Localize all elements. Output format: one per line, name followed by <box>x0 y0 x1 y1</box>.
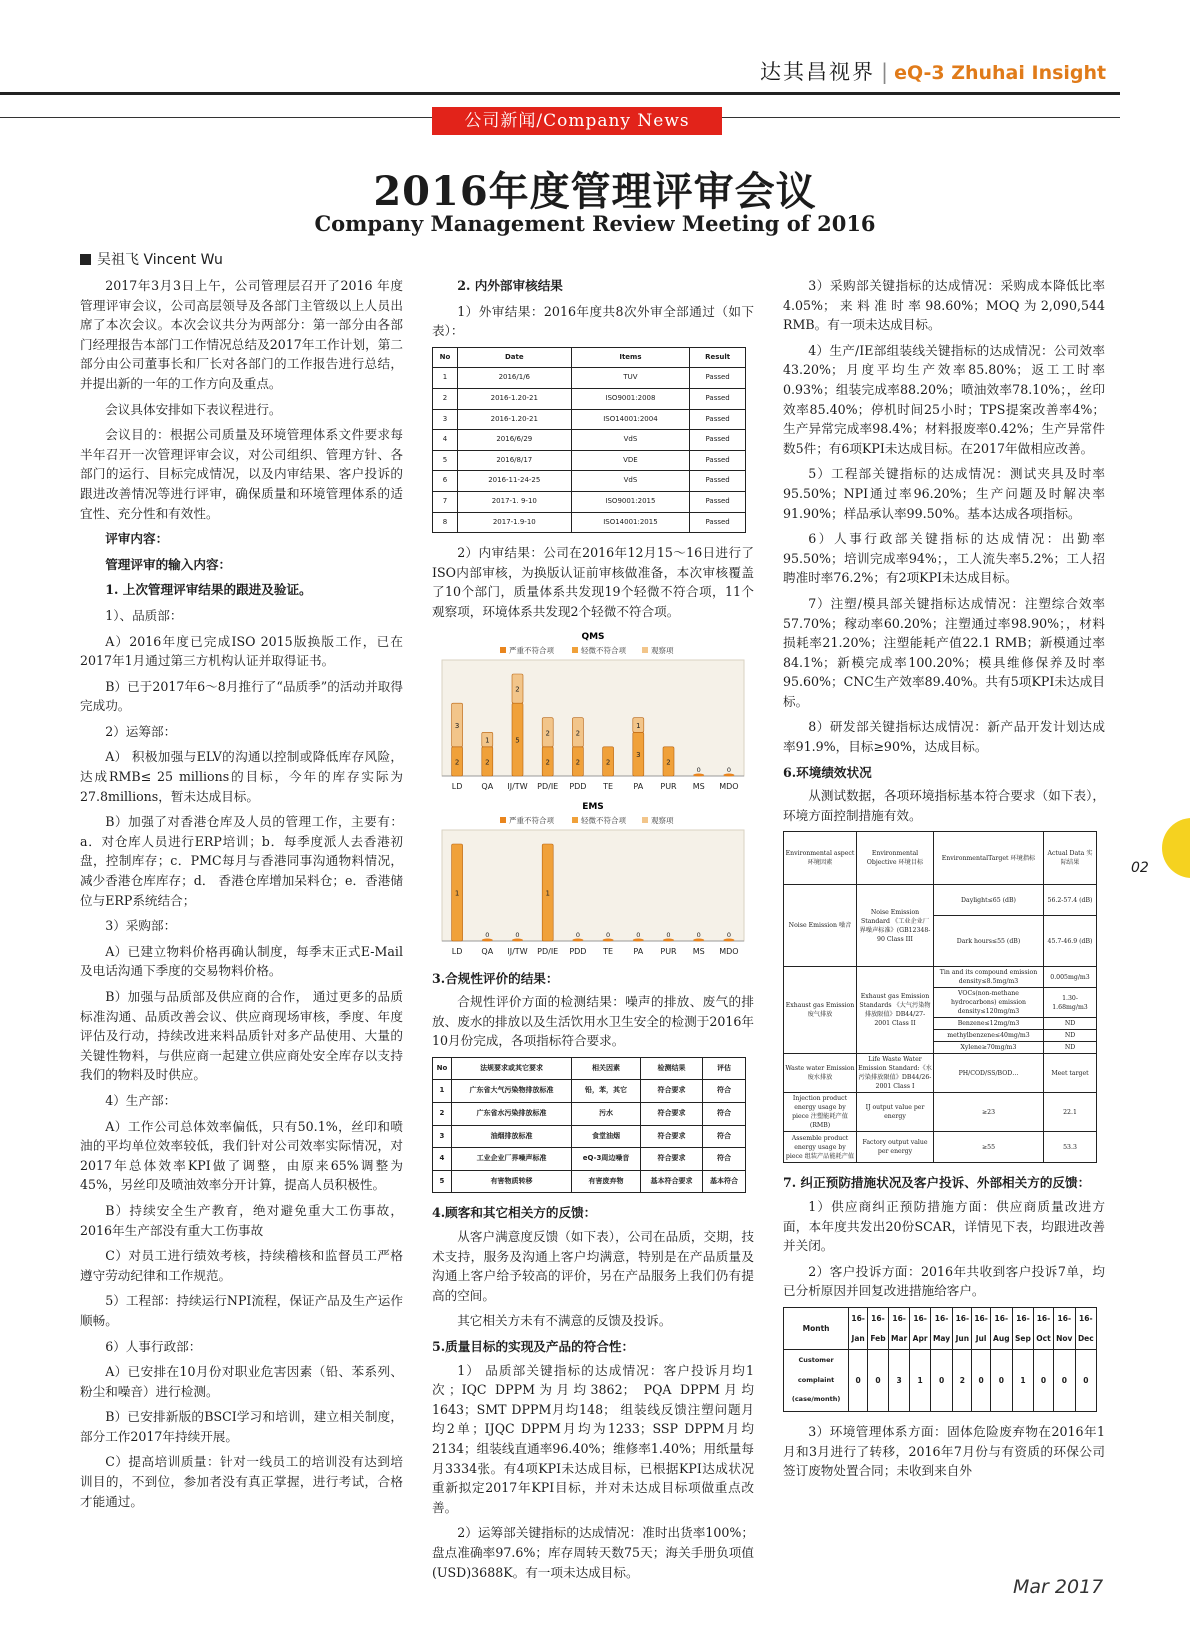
category-label: QA <box>481 781 494 791</box>
table-row <box>433 409 746 430</box>
data-label: 2 <box>545 728 550 737</box>
table-cell: 符合 <box>703 1125 746 1148</box>
heading: 4.顾客和其它相关方的反馈： <box>432 1205 597 1221</box>
legend-swatch <box>572 647 578 653</box>
paragraph: 合规性评价方面的检测结果：噪声的排放、废气的排放、废水的排放以及生活饮用水卫生安全的检测于2016年10月份完成，各项指标符合要求。 <box>432 994 754 1049</box>
ems-chart <box>432 798 754 963</box>
table-cell: 污水 <box>572 1103 641 1126</box>
paragraph: 1）、品质部： <box>105 607 183 623</box>
external-audit-table <box>432 347 746 533</box>
paragraph: A）工作公司总体效率偏低，只有50.1%，丝印和喷油的平均单位效率较低，我们针对公司效率实际情况，对2017年总体效率KPI做了调整，由原来65%调整为45%，另丝印及喷油效率分开计算，提高人员积极性。 <box>80 1118 403 1193</box>
issue-date: Mar 2017 <box>1013 1576 1104 1598</box>
table-row <box>433 388 746 409</box>
plot-area <box>442 830 744 941</box>
table-cell: VdS <box>571 471 690 492</box>
heading: 6.环境绩效状况 <box>783 764 872 780</box>
complaint-header: 16-Nov <box>1053 1308 1075 1350</box>
env-cell: Tin and its compound emission density≤8.5mg/m3 <box>934 967 1044 988</box>
column-2 <box>432 276 754 1588</box>
qms-chart <box>432 628 754 798</box>
complaint-header: 16-Apr <box>910 1308 930 1350</box>
env-cell: Exhaust gas Emission Standards 《大气污染物排放限值》DB44/27-2001 Class II <box>857 967 934 1054</box>
paragraph: 从测试数据，各项环境指标基本符合要求（如下表），环境方面控制措施有效。 <box>783 788 1105 823</box>
table-cell: 符合 <box>703 1080 746 1103</box>
env-cell: 1.30-1.68mg/m3 <box>1044 988 1097 1018</box>
category-label: PUR <box>660 946 677 956</box>
data-label: 1 <box>545 889 550 897</box>
paragraph: 4）生产/IE部组装线关键指标的达成情况：公司效率43.20%；月度平均生产效率85.80%；返工工时率0.93%；组装完成率88.20%；喷油效率78.10%；，丝印效率85.40%；停机时间25小时；TPS提案改善率4%；生产异常完成率98.4%；材料报废率0.42%；生产异常件数5件；有6项KPI未达成目标。在2017年做相应改善。 <box>783 342 1105 456</box>
legend-swatch <box>572 817 578 823</box>
heading: 评审内容： <box>105 531 169 547</box>
env-cell: PH/COD/SS/BOD… <box>934 1054 1044 1093</box>
env-cell: 22.1 <box>1044 1093 1097 1132</box>
paragraph: B）加强了对香港仓库及人员的管理工作，主要有：a．对仓库人员进行ERP培训；b．每季度派人去香港初盘，控制库存；c．PMC每月与香港同事沟通物料情况，减少香港仓库库存；d． 香港仓库增加呆料仓；e．香港储位与ERP系统结合； <box>80 814 403 908</box>
table-cell: 符合要求 <box>640 1080 702 1103</box>
paragraph: 6）人事行政部： <box>105 1338 202 1354</box>
table-cell: ISO9001:2015 <box>571 491 690 512</box>
table-cell: Passed <box>690 430 746 451</box>
paragraph: 1） 品质部关键指标的达成情况：客户投诉月均1次；IQC DPPM为月均3862； PQA DPPM月均1643；SMT DPPM月均148； 组装线反馈注塑问题月均2单；IJQC DPPM月均为1233；SSP DPPM月均2134；组装线直通率96.40%；维修率1.40%；用纸量每月3334张。有4项KPI未达成目标，已根据KPI达成状况重新拟定2017年KPI目标，并对未达成目标项做重点改善。 <box>432 1362 754 1515</box>
complaint-header: 16-Feb <box>868 1308 889 1350</box>
table-cell: 6 <box>433 471 458 492</box>
table-row <box>433 1103 746 1126</box>
complaint-value: 2 <box>953 1350 972 1412</box>
table-cell: ISO14001:2015 <box>571 512 690 533</box>
legend-label: 观察项 <box>651 815 674 825</box>
table-cell: 2 <box>433 1103 452 1126</box>
legend-swatch <box>500 817 506 823</box>
table-cell: VDE <box>571 450 690 471</box>
table-cell: 广东省水污染排放标准 <box>451 1103 571 1126</box>
env-cell: Waste water Emission 废水排放 <box>784 1054 857 1093</box>
table-cell: 2016-11-24-25 <box>457 471 571 492</box>
category-label: PA <box>633 781 644 791</box>
paragraph: 3）采购部： <box>105 918 177 934</box>
data-label: 0 <box>726 930 731 939</box>
table-row <box>433 512 746 533</box>
table-cell: 油烟排放标准 <box>451 1125 571 1148</box>
category-label: LD <box>451 946 463 956</box>
table-cell: 广东省大气污染物排放标准 <box>451 1080 571 1103</box>
audit-header: Result <box>690 347 746 368</box>
author-name: 吴祖飞 Vincent Wu <box>97 252 223 268</box>
table-cell: Passed <box>690 450 746 471</box>
table-cell: 8 <box>433 512 458 533</box>
page-title: 2016年度管理评审会议 <box>373 168 817 215</box>
data-label: 1 <box>454 889 460 897</box>
env-cell: Meet target <box>1044 1054 1097 1093</box>
data-label: 2 <box>545 757 550 766</box>
env-cell: Xylene≥70mg/m3 <box>934 1042 1044 1054</box>
compliance-header: 评估 <box>703 1057 746 1080</box>
table-cell: 2 <box>433 388 458 409</box>
env-cell: Factory output value per energy <box>857 1132 934 1163</box>
env-cell: Daylight≤65 (dB) <box>934 885 1044 916</box>
legend-label: 观察项 <box>651 645 674 655</box>
data-label: 2 <box>666 757 671 766</box>
env-cell: ND <box>1044 1018 1097 1030</box>
paragraph: B）已于2017年6～8月推行了“品质季”的活动并取得完成功。 <box>80 678 403 714</box>
complaint-header: 16-Mar <box>888 1308 910 1350</box>
paragraph: 6）人事行政部关键指标的达成情况：出勤率95.50%；培训完成率94%；，工人流失率5.2%；工人招聘准时率76.2%；有2项KPI未达成目标。 <box>783 531 1105 586</box>
table-cell: 有害物质转移 <box>451 1170 571 1193</box>
env-cell: 56.2-57.4 (dB) <box>1044 885 1097 916</box>
data-label: 0 <box>636 930 641 939</box>
env-cell: Noise Emission 噪音 <box>784 885 857 967</box>
heading: 管理评审的输入内容： <box>105 556 232 572</box>
table-cell: 符合要求 <box>640 1103 702 1126</box>
table-cell: 工业企业厂界噪声标准 <box>451 1148 571 1171</box>
table-row <box>433 1080 746 1103</box>
env-header: Environmental Objective 环境目标 <box>857 832 934 885</box>
paragraph: A）已安排在10月份对职业危害因素（铅、苯系列、粉尘和噪音）进行检测。 <box>80 1364 403 1399</box>
table-cell: TUV <box>571 368 690 389</box>
env-header: Actual Data 实际结果 <box>1044 832 1097 885</box>
section-label: 公司新闻/Company News <box>432 107 722 135</box>
page-tab-marker <box>1162 818 1190 878</box>
category-label: LD <box>451 781 463 791</box>
paragraph: 4）生产部： <box>105 1092 177 1108</box>
legend-swatch <box>642 647 648 653</box>
paragraph: 会议具体安排如下表议程进行。 <box>105 401 282 417</box>
data-label: 2 <box>575 757 581 766</box>
paragraph: 会议目的：根据公司质量及环境管理体系文件要求每半年召开一次管理评审会议，对公司组织、管理方针、各部门的运行、目标完成情况，以及内审结果、客户投诉的跟进改善情况等进行评审，确保质量和环境管理体系的适宜性、充分性和有效性。 <box>80 427 403 521</box>
compliance-header: 相关因素 <box>572 1057 641 1080</box>
table-cell: eQ-3周边噪音 <box>572 1148 641 1171</box>
env-cell: Life Waste Water Emission Standard:《水污染排放限值》DB44/26-2001 Class I <box>857 1054 934 1093</box>
environment-table <box>783 831 1097 1163</box>
env-cell: Assemble product energy usage by piece 组装产品能耗产值 <box>784 1132 857 1163</box>
category-label: IJ/TW <box>507 781 528 791</box>
complaint-value: 0 <box>1034 1350 1054 1412</box>
table-cell: Passed <box>690 368 746 389</box>
category-label: PD/IE <box>537 781 559 791</box>
data-label: 0 <box>485 930 490 939</box>
table-cell: 3 <box>433 1125 452 1148</box>
table-cell: 2016-1.20-21 <box>457 409 571 430</box>
paragraph: C）提高培训质量：针对一线员工的培训没有达到培训目的，不到位，参加者没有真正掌握，进行考试，合格才能通过。 <box>80 1454 403 1509</box>
table-row <box>433 1148 746 1171</box>
paragraph: 2）运筹部关键指标的达成情况：准时出货率100%；盘点准确率97.6%；库存周转天数75天；海关手册负项值(USD)3688K。有一项未达成目标。 <box>432 1525 754 1580</box>
env-cell: Noise Emission Standard 《工业企业厂界噪声标准》(GB12348-90 Class III <box>857 885 934 967</box>
data-label: 2 <box>485 757 490 766</box>
table-cell: 有害废弃物 <box>572 1170 641 1193</box>
category-label: MS <box>692 781 705 791</box>
complaint-value: 3 <box>888 1350 910 1412</box>
complaint-value: 0 <box>1075 1350 1096 1412</box>
env-header: Environmental aspect 环境因素 <box>784 832 857 885</box>
complaint-value: 0 <box>1053 1350 1075 1412</box>
table-cell: 2016/6/29 <box>457 430 571 451</box>
category-label: PDD <box>569 781 587 791</box>
env-cell: IJ output value per energy <box>857 1093 934 1132</box>
data-label: 0 <box>606 930 611 939</box>
brand-en: eQ-3 Zhuhai Insight <box>894 62 1107 84</box>
section-rule-left <box>0 117 432 118</box>
data-label: 2 <box>515 685 520 694</box>
table-cell: 食堂油烟 <box>572 1125 641 1148</box>
complaint-value: 1 <box>910 1350 930 1412</box>
compliance-table <box>432 1057 746 1194</box>
env-cell: 45.7-46.9 (dB) <box>1044 916 1097 967</box>
env-cell: VOCs(non-methane hydrocarbons) emission density≤120mg/m3 <box>934 988 1044 1018</box>
complaint-value: 1 <box>1012 1350 1033 1412</box>
heading: 7. 纠正预防措施状况及客户投诉、外部相关方的反馈： <box>783 1175 1091 1191</box>
env-cell: methylbenzene≤40mg/m3 <box>934 1030 1044 1042</box>
paragraph: A） 积极加强与ELV的沟通以控制或降低库存风险，达成RMB≤ 25 millions的目标，今年的库存实际为27.8millions，暂未达成目标。 <box>80 749 403 804</box>
audit-header: No <box>433 347 458 368</box>
table-cell: 4 <box>433 1148 452 1171</box>
paragraph: C）对员工进行绩效考核，持续稽核和监督员工严格遵守劳动纪律和工作规范。 <box>80 1248 403 1283</box>
audit-header: Date <box>457 347 571 368</box>
table-cell: 基本符合 <box>703 1170 746 1193</box>
complaint-header: Month <box>784 1308 849 1350</box>
complaint-header: 16-Dec <box>1075 1308 1096 1350</box>
compliance-header: No <box>433 1057 452 1080</box>
complaint-header: 16-Jul <box>972 1308 990 1350</box>
paragraph: 3）采购部关键指标的达成情况：采购成本降低比率4.05%；来料准时率98.60%；MOQ为2,090,544 RMB。有一项未达成目标。 <box>783 278 1105 333</box>
paragraph: 2）客户投诉方面：2016年共收到客户投诉7单，均已分析原因并回复改进措施给客户。 <box>783 1263 1105 1299</box>
legend-swatch <box>642 817 648 823</box>
env-header: EnvironmentalTarget 环境指标 <box>934 832 1044 885</box>
compliance-header: 检测结果 <box>640 1057 702 1080</box>
paragraph: B）已安排新版的BSCI学习和培训，建立相关制度，部分工作2017年持续开展。 <box>80 1409 403 1444</box>
table-cell: 7 <box>433 491 458 512</box>
env-cell: Dark hours≤55 (dB) <box>934 916 1044 967</box>
data-label: 0 <box>575 930 580 939</box>
data-label: 1 <box>485 736 490 745</box>
env-cell: ≥23 <box>934 1093 1044 1132</box>
data-label: 0 <box>726 765 731 774</box>
compliance-header: 法规要求或其它要求 <box>451 1057 571 1080</box>
table-cell: Passed <box>690 388 746 409</box>
table-cell: 符合 <box>703 1148 746 1171</box>
chart-title: EMS <box>582 801 604 812</box>
table-cell: 2016/8/17 <box>457 450 571 471</box>
paragraph: A）已建立物料价格再确认制度，每季末正式E-Mail及电话沟通下季度的交易物料价格。 <box>80 943 403 979</box>
category-label: MDO <box>719 781 739 791</box>
table-cell: 2016-1.20-21 <box>457 388 571 409</box>
table-cell: 5 <box>433 1170 452 1193</box>
section-rule-right <box>722 117 1120 118</box>
data-label: 0 <box>696 930 701 939</box>
table-row <box>433 491 746 512</box>
table-cell: 5 <box>433 450 458 471</box>
category-label: PD/IE <box>537 946 559 956</box>
complaint-value: 0 <box>930 1350 953 1412</box>
category-label: TE <box>603 781 614 791</box>
legend-label: 轻微不符合项 <box>581 815 626 825</box>
env-cell: ND <box>1044 1030 1097 1042</box>
data-label: 3 <box>454 721 460 730</box>
heading: 2. 内外部审核结果 <box>457 278 563 293</box>
brand-cn: 达其昌视界 <box>760 60 875 84</box>
heading: 5.质量目标的实现及产品的符合性： <box>432 1339 635 1354</box>
paragraph: 从客户满意度反馈（如下表），公司在品质，交期，技术支持，服务及沟通上客户均满意，特别是在产品质量及沟通上客户给予较高的评价，另在产品服务上我们仍有提高的空间。 <box>432 1229 754 1303</box>
table-row <box>433 1125 746 1148</box>
paragraph: 2）内审结果：公司在2016年12月15～16日进行了ISO内部审核，为换版认证前审核做准备，本次审核覆盖了10个部门，质量体系共发现19个轻微不符合项，11个观察项，环境体系共发现2个轻微不符合项。 <box>432 545 754 619</box>
table-cell: VdS <box>571 430 690 451</box>
env-cell: Benzene≤12mg/m3 <box>934 1018 1044 1030</box>
paragraph: B）加强与品质部及供应商的合作， 通过更多的品质标准沟通、品质改善会议、供应商现场审核，季度、年度评估及行动，持续改进来料品质针对多产品使用、大量的关键性物料，与供应商一起建立供应商处安全库存以支持我们的物料及时供应。 <box>80 989 403 1083</box>
category-label: QA <box>481 946 494 956</box>
legend-swatch <box>500 647 506 653</box>
paragraph: 3）环境管理体系方面：固体危险废弃物在2016年1月和3月进行了转移，2016年7月份与有资质的环保公司签订废物处置合同；未收到来自外 <box>783 1423 1105 1479</box>
paragraph: 1）供应商纠正预防措施方面：供应商质量改进方面，本年度共发出20份SCAR，详情见下表，均跟进改善并关闭。 <box>783 1199 1105 1254</box>
table-cell: Passed <box>690 471 746 492</box>
complaint-header: 16-Sep <box>1012 1308 1033 1350</box>
data-label: 1 <box>636 721 641 730</box>
table-row <box>433 430 746 451</box>
paragraph: 8）研发部关键指标达成情况：新产品开发计划达成率91.9%，目标≥90%，达成目标。 <box>783 719 1105 755</box>
table-cell: 铅，苯，其它 <box>572 1080 641 1103</box>
data-label: 3 <box>636 750 641 759</box>
paragraph: 7）注塑/模具部关键指标达成情况：注塑综合效率57.70%；稼动率60.20%；注塑通过率98.90%；，材料损耗率21.20%；注塑能耗产值22.1 RMB；新模通过率84.1%；新模完成率100.20%；模具维修保养及时率95.60%；CNC生产效率89.40%。共有5项KPI未达成目标。 <box>783 595 1105 709</box>
legend-label: 轻微不符合项 <box>581 645 626 655</box>
complaint-header: 16-Aug <box>990 1308 1012 1350</box>
data-label: 2 <box>454 757 460 766</box>
data-label: 0 <box>515 930 520 939</box>
table-cell: Passed <box>690 512 746 533</box>
legend-label: 严重不符合项 <box>509 815 554 825</box>
table-row <box>433 1170 746 1193</box>
author-byline <box>80 249 223 269</box>
category-label: PUR <box>660 781 677 791</box>
table-cell: ISO14001:2004 <box>571 409 690 430</box>
table-cell: ISO9001:2008 <box>571 388 690 409</box>
category-label: IJ/TW <box>507 946 528 956</box>
table-cell: Passed <box>690 491 746 512</box>
paragraph: 其它相关方未有不满意的反馈及投诉。 <box>457 1313 672 1329</box>
heading: 3.合规性评价的结果： <box>432 970 559 986</box>
paragraph: 1）外审结果：2016年度共8次外审全部通过（如下表）： <box>432 303 754 339</box>
table-cell: 4 <box>433 430 458 451</box>
category-label: MS <box>692 946 705 956</box>
paragraph: 2）运筹部： <box>105 723 177 739</box>
paragraph: 5）工程部关键指标的达成情况：测试夹具及时率95.50%；NPI通过率96.20%；生产问题及时解决率91.90%；样品承认率99.50%。基本达成各项指标。 <box>783 466 1105 521</box>
env-cell: 0.005mg/m3 <box>1044 967 1097 988</box>
env-cell: ND <box>1044 1042 1097 1054</box>
table-cell: 2016/1/6 <box>457 368 571 389</box>
complaint-header: 16-Jan <box>849 1308 868 1350</box>
paragraph: 2017年3月3日上午，公司管理层召开了2016 年度管理评审会议，公司高层领导及各部门主管级以上人员出席了本次会议。本次会议共分为两部分：第一部分由各部门经理报告本部门工作情况总结及2017年工作计划，第二部分由公司董事长和厂长对各部门的工作报告进行总结，并提出新的一年的工作方向及重点。 <box>80 278 403 391</box>
complaint-value: 0 <box>990 1350 1012 1412</box>
table-cell: 3 <box>433 409 458 430</box>
table-cell: 基本符合要求 <box>640 1170 702 1193</box>
table-cell: 符合要求 <box>640 1125 702 1148</box>
table-row <box>433 368 746 389</box>
heading: 1. 上次管理评审结果的跟进及验证。 <box>105 582 312 598</box>
table-cell: 2017-1. 9-10 <box>457 491 571 512</box>
table-cell: 1 <box>433 368 458 389</box>
table-cell: 符合要求 <box>640 1148 702 1171</box>
complaint-header: 16-Jun <box>953 1308 972 1350</box>
data-label: 2 <box>575 728 581 737</box>
chart-title: QMS <box>581 631 605 642</box>
audit-header: Items <box>571 347 690 368</box>
table-cell: 1 <box>433 1080 452 1103</box>
column-1 <box>80 276 403 1517</box>
env-cell: ≥55 <box>934 1132 1044 1163</box>
complaint-label: Customer complaint (case/month) <box>784 1350 849 1412</box>
magazine-brand <box>760 56 1107 86</box>
paragraph: A）2016年度已完成ISO 2015版换版工作，已在2017年1月通过第三方机构认证并取得证书。 <box>80 633 403 669</box>
category-label: PDD <box>569 946 587 956</box>
data-label: 0 <box>666 930 671 939</box>
page-subtitle: Company Management Review Meeting of 2016 <box>314 211 876 236</box>
header-rule <box>0 92 1120 95</box>
table-cell: 符合 <box>703 1103 746 1126</box>
column-3 <box>783 276 1105 1487</box>
complaint-value: 0 <box>849 1350 868 1412</box>
env-cell: 53.3 <box>1044 1132 1097 1163</box>
paragraph: B）持续安全生产教育，绝对避免重大工伤事故，2016年生产部没有重大工伤事故 <box>80 1202 403 1238</box>
brand-separator: | <box>881 60 889 84</box>
complaint-header: 16-Oct <box>1034 1308 1054 1350</box>
category-label: TE <box>603 946 614 956</box>
complaint-value: 0 <box>868 1350 889 1412</box>
category-label: MDO <box>719 946 739 956</box>
table-row <box>433 450 746 471</box>
page-number: 02 <box>1131 860 1149 876</box>
data-label: 2 <box>605 757 611 766</box>
category-label: PA <box>633 946 644 956</box>
data-label: 5 <box>515 736 520 745</box>
data-label: 0 <box>696 765 701 774</box>
square-bullet-icon <box>80 254 91 265</box>
table-cell: Passed <box>690 409 746 430</box>
table-row <box>433 471 746 492</box>
legend-label: 严重不符合项 <box>509 645 554 655</box>
complaint-header: 16-May <box>930 1308 953 1350</box>
env-cell: Exhaust gas Emission 废气排放 <box>784 967 857 1054</box>
customer-complaint-table <box>783 1307 1097 1412</box>
complaint-value: 0 <box>972 1350 990 1412</box>
table-cell: 2017-1.9-10 <box>457 512 571 533</box>
env-cell: Injection product energy usage by piece 注塑能耗产值(RMB) <box>784 1093 857 1132</box>
paragraph: 5）工程部：持续运行NPI流程，保证产品及生产运作顺畅。 <box>80 1293 403 1328</box>
